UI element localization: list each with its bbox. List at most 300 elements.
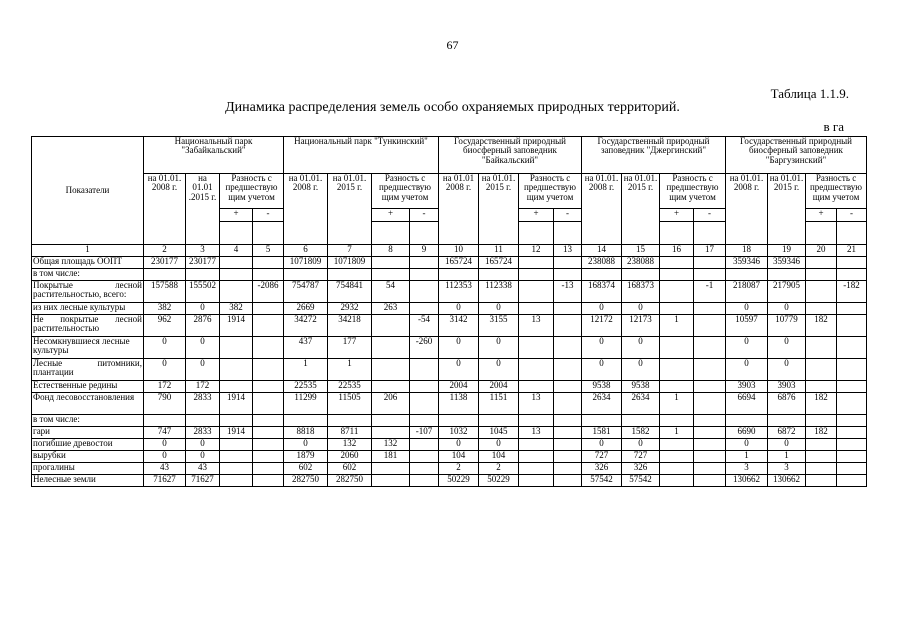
table-cell (519, 451, 554, 463)
table-cell (806, 415, 837, 427)
table-cell (694, 257, 726, 269)
table-cell: 0 (582, 303, 622, 315)
table-row (32, 315, 867, 337)
table-cell: 13 (519, 393, 554, 415)
table-cell: 747 (144, 427, 186, 439)
table-cell (220, 337, 253, 359)
table-cell (519, 303, 554, 315)
table-cell: 8818 (284, 427, 328, 439)
table-cell: 0 (768, 359, 806, 381)
table-cell (694, 303, 726, 315)
row-label: Естественные редины (32, 381, 144, 393)
table-cell: 282750 (328, 475, 372, 487)
header-difference: Разность с предшествую щим учетом (519, 174, 582, 209)
header-group: Государственный природный заповедник "Джергинский" (582, 137, 726, 174)
table-cell (554, 415, 582, 427)
table-cell: 1582 (622, 427, 660, 439)
table-label: Таблица 1.1.9. (770, 86, 849, 101)
table-cell: 71627 (186, 475, 220, 487)
table-cell (622, 269, 660, 281)
header-date-2015: на 01.01. 2015 г. (479, 174, 519, 245)
header-minus: - (694, 209, 726, 222)
column-number: 14 (582, 245, 622, 257)
header-spacer (372, 222, 410, 245)
column-number: 15 (622, 245, 660, 257)
table-cell: 0 (186, 303, 220, 315)
table-row (32, 303, 867, 315)
table-cell (220, 463, 253, 475)
table-row (32, 439, 867, 451)
table-cell (806, 381, 837, 393)
table-cell (410, 381, 439, 393)
table-cell (220, 359, 253, 381)
column-number: 21 (837, 245, 867, 257)
table-cell (660, 269, 694, 281)
table-cell: 165724 (439, 257, 479, 269)
header-spacer (694, 222, 726, 245)
table-cell (694, 315, 726, 337)
row-label: в том числе: (32, 269, 144, 281)
data-table (31, 136, 867, 487)
table-cell: 0 (726, 359, 768, 381)
column-number: 7 (328, 245, 372, 257)
header-spacer (660, 222, 694, 245)
table-cell (660, 439, 694, 451)
column-number: 10 (439, 245, 479, 257)
table-cell (220, 257, 253, 269)
table-cell (806, 439, 837, 451)
row-label: Общая площадь ООПТ (32, 257, 144, 269)
table-cell (694, 439, 726, 451)
table-cell (519, 337, 554, 359)
table-cell: 0 (726, 303, 768, 315)
table-cell (220, 415, 253, 427)
table-cell: 1581 (582, 427, 622, 439)
column-number: 8 (372, 245, 410, 257)
unit-label: в га (823, 119, 844, 134)
row-label: Несомкнувшиеся лесные культуры (32, 337, 144, 359)
table-cell: 0 (186, 337, 220, 359)
table-cell: 359346 (768, 257, 806, 269)
table-cell: 104 (479, 451, 519, 463)
table-cell: -54 (410, 315, 439, 337)
table-cell: 230177 (144, 257, 186, 269)
table-cell: 326 (622, 463, 660, 475)
table-cell (554, 315, 582, 337)
table-cell: 2932 (328, 303, 372, 315)
table-cell: 382 (144, 303, 186, 315)
table-cell: 602 (284, 463, 328, 475)
table-cell (660, 303, 694, 315)
row-label: погибшие древостои (32, 439, 144, 451)
table-cell: 238088 (622, 257, 660, 269)
table-cell (372, 381, 410, 393)
table-cell (372, 475, 410, 487)
table-cell: 1138 (439, 393, 479, 415)
header-plus: + (220, 209, 253, 222)
header-spacer (410, 222, 439, 245)
table-cell: 168373 (622, 281, 660, 303)
table-cell: 182 (806, 393, 837, 415)
table-cell (253, 257, 284, 269)
table-cell (694, 451, 726, 463)
table-cell: 0 (479, 303, 519, 315)
table-cell (837, 475, 867, 487)
table-cell: 12173 (622, 315, 660, 337)
table-cell: 2 (439, 463, 479, 475)
table-cell: 1 (660, 315, 694, 337)
header-date-2008: на 01.01. 2008 г. (726, 174, 768, 245)
column-number: 3 (186, 245, 220, 257)
table-cell (253, 415, 284, 427)
table-cell: 10597 (726, 315, 768, 337)
table-cell: 0 (186, 359, 220, 381)
table-cell: 9538 (582, 381, 622, 393)
column-number: 13 (554, 245, 582, 257)
table-cell: 13 (519, 427, 554, 439)
table-row (32, 427, 867, 439)
table-cell: 3155 (479, 315, 519, 337)
table-cell: 3 (768, 463, 806, 475)
table-cell: 1071809 (328, 257, 372, 269)
table-cell (410, 303, 439, 315)
header-minus: - (837, 209, 867, 222)
column-number: 2 (144, 245, 186, 257)
table-cell (220, 475, 253, 487)
table-cell (220, 381, 253, 393)
row-label: в том числе: (32, 415, 144, 427)
table-cell (726, 415, 768, 427)
table-cell: 57542 (582, 475, 622, 487)
table-cell: 132 (372, 439, 410, 451)
table-cell: -107 (410, 427, 439, 439)
table-cell: 3903 (726, 381, 768, 393)
table-cell: 1032 (439, 427, 479, 439)
table-cell (554, 269, 582, 281)
table-cell: 0 (144, 337, 186, 359)
table-cell (479, 415, 519, 427)
header-date-2015: на 01.01 .2015 г. (186, 174, 220, 245)
table-cell: 13 (519, 315, 554, 337)
table-cell: 0 (439, 337, 479, 359)
table-cell (410, 475, 439, 487)
table-cell (660, 337, 694, 359)
column-number: 6 (284, 245, 328, 257)
header-plus: + (806, 209, 837, 222)
table-cell (837, 359, 867, 381)
table-cell: 326 (582, 463, 622, 475)
table-cell: 11505 (328, 393, 372, 415)
table-cell: 217905 (768, 281, 806, 303)
table-cell (837, 415, 867, 427)
table-cell (372, 269, 410, 281)
table-cell (582, 415, 622, 427)
header-difference: Разность с предшествую щим учетом (660, 174, 726, 209)
table-cell: 0 (144, 359, 186, 381)
table-cell: 359346 (726, 257, 768, 269)
table-cell: 71627 (144, 475, 186, 487)
header-spacer (806, 222, 837, 245)
table-cell: 112338 (479, 281, 519, 303)
table-cell (253, 315, 284, 337)
table-cell: 1 (726, 451, 768, 463)
header-spacer (837, 222, 867, 245)
table-cell (837, 303, 867, 315)
table-cell (220, 439, 253, 451)
table-cell (220, 281, 253, 303)
table-row (32, 475, 867, 487)
table-cell (372, 427, 410, 439)
table-cell: 181 (372, 451, 410, 463)
table-cell: 168374 (582, 281, 622, 303)
header-difference: Разность с предшествую щим учетом (806, 174, 867, 209)
table-cell: 0 (479, 439, 519, 451)
header-date-2008: на 01.01. 2008 г. (144, 174, 186, 245)
table-cell: 6876 (768, 393, 806, 415)
table-cell: 1071809 (284, 257, 328, 269)
table-cell: 1 (328, 359, 372, 381)
table-cell (837, 337, 867, 359)
table-cell (694, 427, 726, 439)
table-cell: 754841 (328, 281, 372, 303)
table-cell: 104 (439, 451, 479, 463)
header-minus: - (410, 209, 439, 222)
table-cell (220, 451, 253, 463)
table-cell: 3903 (768, 381, 806, 393)
table-cell: 0 (622, 359, 660, 381)
table-cell: 0 (479, 359, 519, 381)
table-row (32, 269, 867, 281)
table-cell (660, 381, 694, 393)
table-cell: 130662 (768, 475, 806, 487)
table-cell (554, 439, 582, 451)
header-minus: - (554, 209, 582, 222)
row-label: гари (32, 427, 144, 439)
table-cell (837, 439, 867, 451)
table-cell (253, 381, 284, 393)
table-cell (410, 269, 439, 281)
header-plus: + (519, 209, 554, 222)
table-cell: 2833 (186, 393, 220, 415)
table-cell (554, 427, 582, 439)
table-cell (253, 393, 284, 415)
table-row (32, 359, 867, 381)
table-cell (806, 475, 837, 487)
table-cell: 6872 (768, 427, 806, 439)
table-cell (694, 463, 726, 475)
table-cell (372, 415, 410, 427)
table-cell: 0 (582, 337, 622, 359)
table-cell (144, 415, 186, 427)
table-cell: 2634 (622, 393, 660, 415)
table-cell: 157588 (144, 281, 186, 303)
table-cell (660, 415, 694, 427)
table-cell: 0 (768, 337, 806, 359)
table-cell: 2004 (439, 381, 479, 393)
table-cell (410, 281, 439, 303)
table-cell (479, 269, 519, 281)
table-cell: 238088 (582, 257, 622, 269)
table-cell (328, 415, 372, 427)
table-cell: 132 (328, 439, 372, 451)
table-cell: 11299 (284, 393, 328, 415)
table-cell (372, 257, 410, 269)
table-cell: 962 (144, 315, 186, 337)
table-cell (253, 475, 284, 487)
table-cell (372, 315, 410, 337)
table-cell (694, 337, 726, 359)
table-cell (554, 463, 582, 475)
table-cell (253, 269, 284, 281)
table-cell (554, 337, 582, 359)
table-cell: 2060 (328, 451, 372, 463)
table-cell: 6694 (726, 393, 768, 415)
table-cell: 230177 (186, 257, 220, 269)
header-difference: Разность с предшествую щим учетом (372, 174, 439, 209)
table-cell: 57542 (622, 475, 660, 487)
table-cell (660, 463, 694, 475)
table-cell: 1914 (220, 315, 253, 337)
table-cell: 2833 (186, 427, 220, 439)
table-cell (554, 451, 582, 463)
table-cell: 130662 (726, 475, 768, 487)
table-cell (372, 359, 410, 381)
header-group: Государственный природный биосферный заповедник "Байкальский" (439, 137, 582, 174)
table-cell: 1045 (479, 427, 519, 439)
table-cell (660, 359, 694, 381)
table-cell: 0 (622, 337, 660, 359)
table-cell: 218087 (726, 281, 768, 303)
table-cell (186, 269, 220, 281)
table-cell (694, 393, 726, 415)
table-cell: 602 (328, 463, 372, 475)
header-plus: + (372, 209, 410, 222)
table-cell (554, 303, 582, 315)
table-cell: 1 (768, 451, 806, 463)
column-number: 4 (220, 245, 253, 257)
header-spacer (220, 222, 253, 245)
table-cell: -260 (410, 337, 439, 359)
table-cell: 1879 (284, 451, 328, 463)
table-cell (284, 269, 328, 281)
header-date-2008: на 01.01. 2008 г. (284, 174, 328, 245)
table-cell (768, 269, 806, 281)
row-label: Нелесные земли (32, 475, 144, 487)
table-cell (144, 269, 186, 281)
table-cell: 0 (186, 451, 220, 463)
table-cell (372, 463, 410, 475)
table-cell (622, 415, 660, 427)
table-cell: 0 (726, 337, 768, 359)
header-date-2015: на 01.01. 2015 г. (622, 174, 660, 245)
table-cell (806, 303, 837, 315)
table-cell (806, 281, 837, 303)
table-cell: 0 (284, 439, 328, 451)
table-cell: 2004 (479, 381, 519, 393)
header-minus: - (253, 209, 284, 222)
table-cell (253, 439, 284, 451)
header-group: Государственный природный биосферный заповедник "Баргузинский" (726, 137, 867, 174)
table-cell: 0 (439, 439, 479, 451)
header-spacer (519, 222, 554, 245)
table-cell (694, 269, 726, 281)
table-cell: 2876 (186, 315, 220, 337)
table-cell (372, 337, 410, 359)
table-cell (837, 463, 867, 475)
header-date-2008: на 01.01 2008 г. (439, 174, 479, 245)
table-cell (253, 303, 284, 315)
table-cell: 282750 (284, 475, 328, 487)
table-cell: 437 (284, 337, 328, 359)
column-number: 19 (768, 245, 806, 257)
table-cell (837, 381, 867, 393)
table-cell (186, 415, 220, 427)
table-cell: 50229 (479, 475, 519, 487)
table-cell: 1 (660, 393, 694, 415)
table-cell: 1 (660, 427, 694, 439)
table-cell (410, 439, 439, 451)
table-cell: 727 (622, 451, 660, 463)
table-cell (253, 359, 284, 381)
table-cell (726, 269, 768, 281)
table-row (32, 381, 867, 393)
table-cell: 43 (144, 463, 186, 475)
table-cell (410, 393, 439, 415)
column-number: 11 (479, 245, 519, 257)
table-row (32, 463, 867, 475)
table-cell (837, 269, 867, 281)
table-cell: 727 (582, 451, 622, 463)
header-indicator: Показатели (32, 137, 144, 245)
table-cell (837, 427, 867, 439)
table-cell: 0 (768, 439, 806, 451)
table-cell: 9538 (622, 381, 660, 393)
table-cell (694, 475, 726, 487)
table-cell: 50229 (439, 475, 479, 487)
table-cell: 43 (186, 463, 220, 475)
table-cell (554, 359, 582, 381)
table-cell: -1 (694, 281, 726, 303)
table-cell: 0 (622, 439, 660, 451)
table-cell (554, 257, 582, 269)
table-cell (837, 393, 867, 415)
table-cell (253, 463, 284, 475)
row-label: Фонд лесовосстановления (32, 393, 144, 415)
table-cell: 112353 (439, 281, 479, 303)
table-cell (253, 337, 284, 359)
row-label: Лесные питомники, плантации (32, 359, 144, 381)
table-cell (694, 359, 726, 381)
table-cell (837, 315, 867, 337)
row-label: Покрытые лесной растительностью, всего: (32, 281, 144, 303)
table-cell: 0 (439, 359, 479, 381)
table-cell: 6690 (726, 427, 768, 439)
table-cell (519, 257, 554, 269)
table-cell (660, 281, 694, 303)
table-cell: 754787 (284, 281, 328, 303)
table-cell: 34218 (328, 315, 372, 337)
table-cell: 2634 (582, 393, 622, 415)
table-row (32, 337, 867, 359)
header-date-2015: на 01.01. 2015 г. (768, 174, 806, 245)
column-number-row (32, 245, 867, 257)
table-cell (806, 257, 837, 269)
table-cell: 0 (726, 439, 768, 451)
table-cell: 34272 (284, 315, 328, 337)
table-cell (660, 257, 694, 269)
column-number: 12 (519, 245, 554, 257)
table-cell: 382 (220, 303, 253, 315)
